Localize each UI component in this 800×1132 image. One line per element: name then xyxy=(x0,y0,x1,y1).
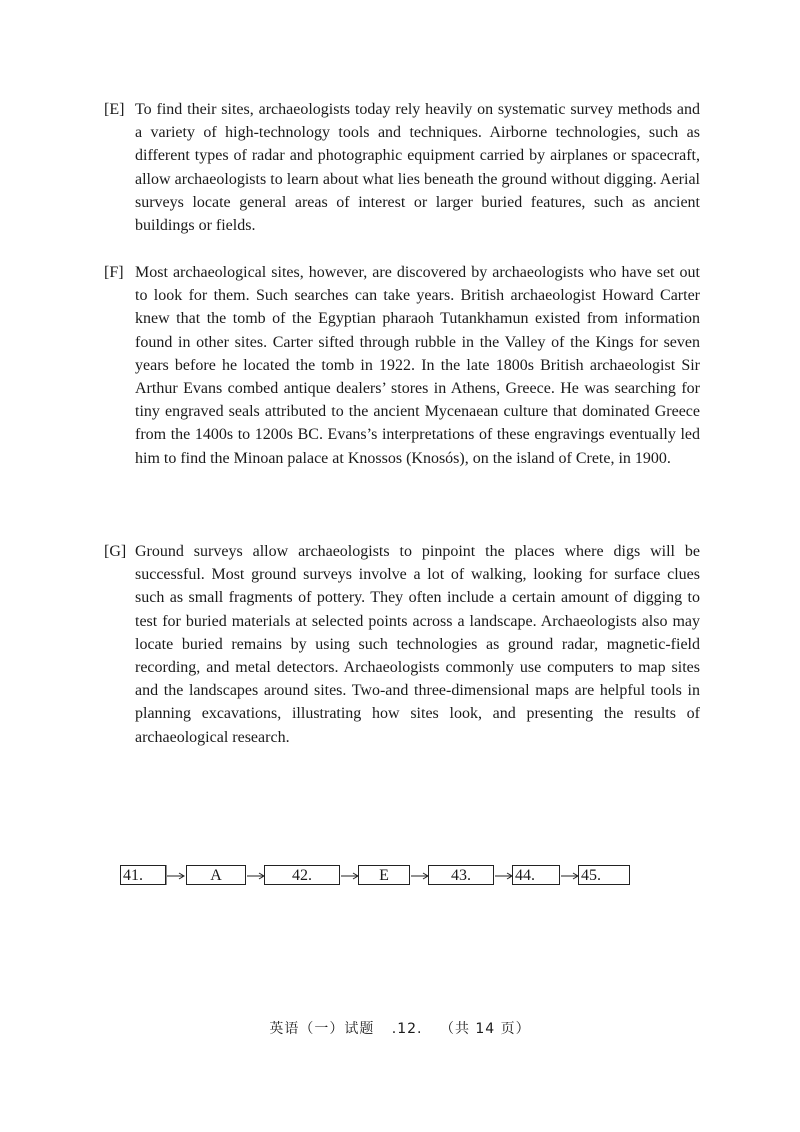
footer-page-number: .12. xyxy=(391,1021,423,1037)
arrow-right-icon xyxy=(166,865,186,885)
sequence-box-44[interactable]: 44. xyxy=(512,865,560,885)
page-footer xyxy=(0,1018,800,1038)
sequence-box-42[interactable]: 42. xyxy=(264,865,340,885)
sequence-box-e: E xyxy=(358,865,410,885)
arrow-right-icon xyxy=(560,865,580,885)
sequence-box-a: A xyxy=(186,865,246,885)
paragraph-label: [E] xyxy=(104,101,125,118)
footer-total-pages: （共 14 页） xyxy=(439,1021,531,1037)
sequence-box-45[interactable]: 45. xyxy=(578,865,630,885)
paragraph-e xyxy=(104,98,700,237)
arrow-right-icon xyxy=(410,865,430,885)
arrow-right-icon xyxy=(340,865,360,885)
paragraph-text: To find their sites, archaeologists today rely heavily on systematic survey methods and a variety of high-technology tools and techniques. Airborne technologies, such as different types of radar and photographic equipment carried by airplanes or spacecraft, allow archaeologists to learn about what lies beneath the ground without digging. Aerial surveys locate general areas of interest or larger buried features, such as ancient buildings or fields. xyxy=(135,101,700,235)
paragraph-g xyxy=(104,540,700,749)
paragraph-text: Most archaeological sites, however, are discovered by archaeologists who have set out to look for them. Such searches can take years. British archaeologist Howard Carter knew that the tomb of the Egyptian pharaoh Tutankhamun existed from information found in other sites. Carter sifted through rubble in the Valley of the Kings for seven years before he located the tomb in 1922. In the late 1800s British archaeologist Sir Arthur Evans combed antique dealers’ stores in Athens, Greece. He was searching for tiny engraved seals attributed to the ancient Mycenaean culture that dominated Greece from the 1400s to 1200s BC. Evans’s interpretations of these engravings eventually led him to find the Minoan palace at Knossos (Knosós), on the island of Crete, in 1900. xyxy=(135,264,700,467)
paragraph-f xyxy=(104,261,700,470)
sequence-diagram xyxy=(0,865,800,889)
sequence-box-43[interactable]: 43. xyxy=(428,865,494,885)
paragraph-label: [G] xyxy=(104,543,127,560)
footer-subject: 英语（一）试题 xyxy=(269,1021,375,1037)
sequence-box-41[interactable]: 41. xyxy=(120,865,166,885)
arrow-right-icon xyxy=(246,865,266,885)
arrow-right-icon xyxy=(494,865,514,885)
paragraph-text: Ground surveys allow archaeologists to pinpoint the places where digs will be successful. Most ground surveys involve a lot of walking, looking for surface clues such as small fragments of pottery. They often include a certain amount of digging to test for buried materials at selected points across a landscape. Archaeologists also may locate buried remains by using such technologies as ground radar, magnetic-field recording, and metal detectors. Archaeologists commonly use computers to map sites and the landscapes around sites. Two-and three-dimensional maps are helpful tools in planning excavations, illustrating how sites look, and presenting the results of archaeological research. xyxy=(135,543,700,746)
paragraph-label: [F] xyxy=(104,264,124,281)
